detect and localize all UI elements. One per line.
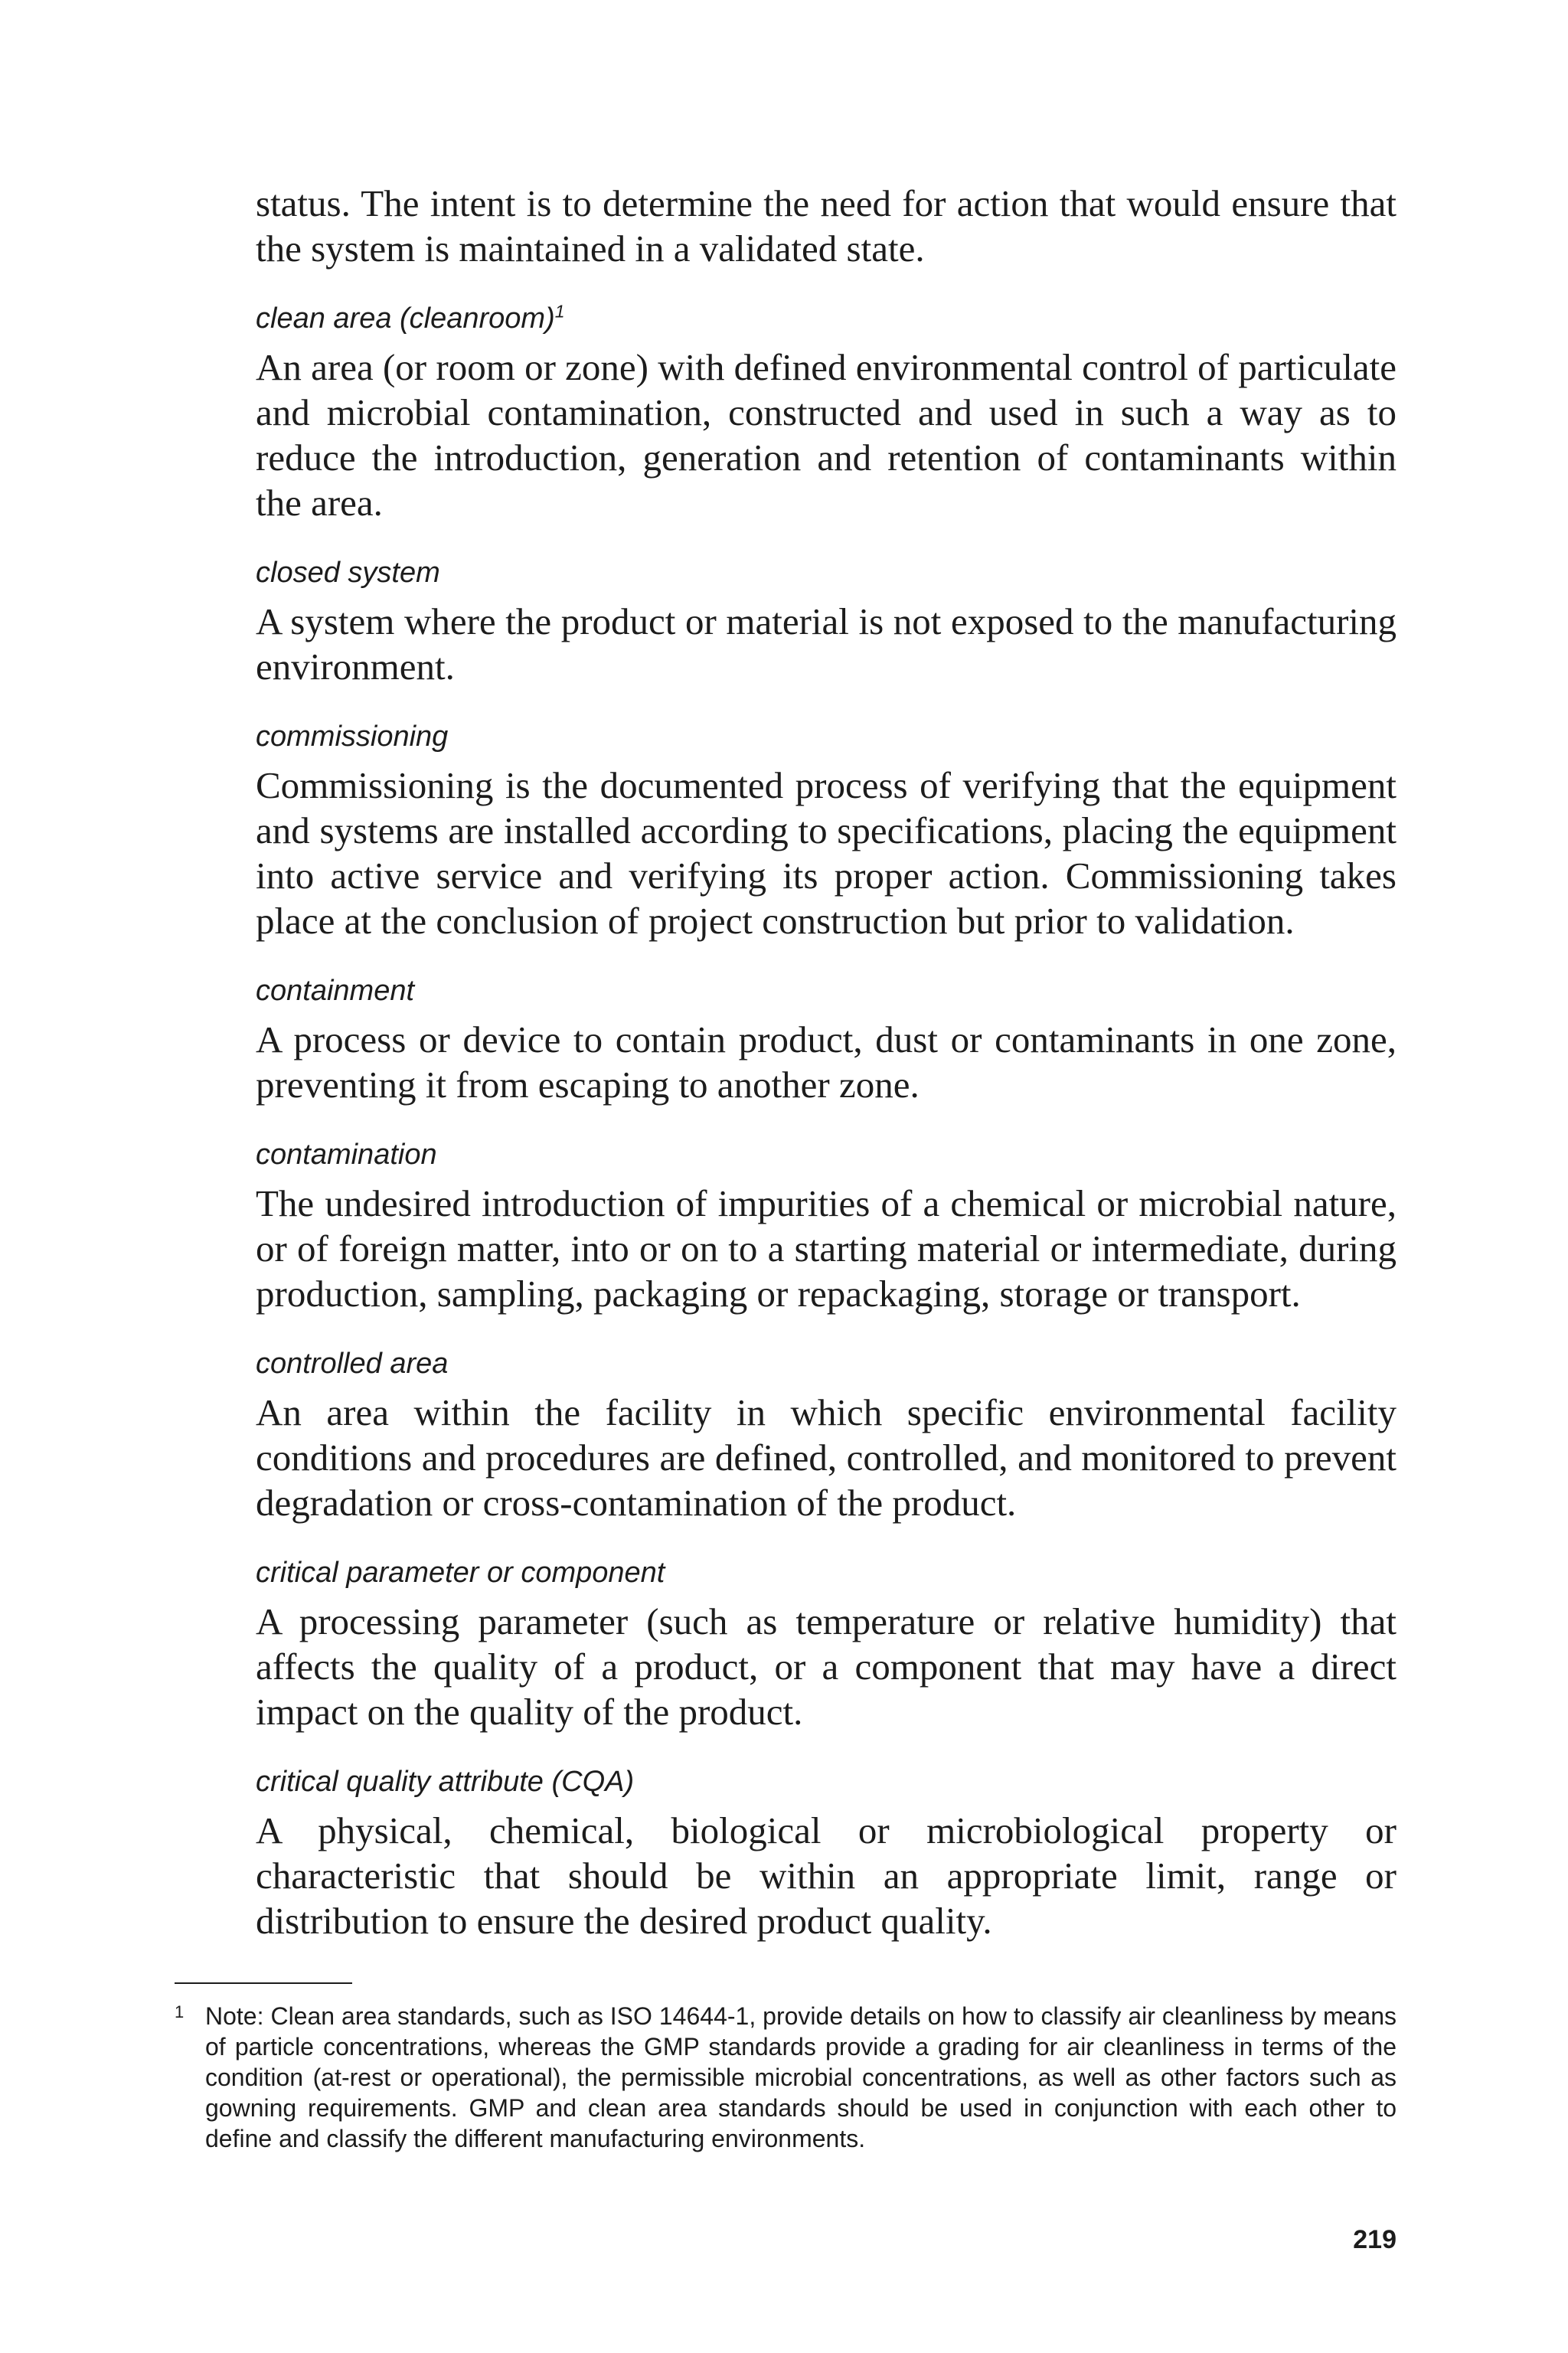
term-heading: contamination	[256, 1139, 437, 1171]
term-definition: The undesired introduction of impurities of a chemical or microbial nature, or of foreign matter, into or on to a starting material or intermediate, during production, sampling, packaging or repackaging, storage or transport.	[256, 1182, 1396, 1315]
term-definition: Commissioning is the documented process of verifying that the equipment and systems are installed according to specifications, placing the equipment into active service and verifying its proper action. Commissioning takes place at the conclusion of project construction but prior to validation.	[256, 764, 1396, 942]
term-heading: critical quality attribute (CQA)	[256, 1766, 635, 1798]
term-heading: closed system	[256, 557, 440, 589]
page-number: 219	[1353, 2225, 1396, 2254]
term-definition: A system where the product or material is not exposed to the manufacturing environment.	[256, 600, 1396, 688]
term-heading: commissioning	[256, 721, 449, 753]
footnote-reference[interactable]: 1	[554, 301, 565, 322]
term-heading	[256, 302, 1396, 335]
glossary-entry-contamination	[256, 1138, 1396, 1316]
glossary-entry-controlled-area	[256, 1347, 1396, 1525]
footnote-separator	[175, 1982, 352, 1984]
glossary-entry-commissioning	[256, 720, 1396, 943]
footnote	[175, 2001, 1396, 2154]
term-heading: containment	[256, 975, 415, 1007]
term-definition: A physical, chemical, biological or microbiological property or characteristic that should be within an appropriate limit, range or distribution to ensure the desired product quality.	[256, 1809, 1396, 1942]
term-definition: A processing parameter (such as temperature or relative humidity) that affects the quality of a product, or a component that may have a direct impact on the quality of the product.	[256, 1600, 1396, 1733]
glossary-entry-clean-area	[256, 302, 1396, 525]
term-heading: controlled area	[256, 1348, 449, 1380]
term-definition: An area within the facility in which specific environmental facility conditions and procedures are defined, controlled, and monitored to prevent degradation or cross-contamination of the product.	[256, 1391, 1396, 1524]
glossary-entry-containment	[256, 974, 1396, 1107]
glossary-entry-critical-quality-attribute	[256, 1765, 1396, 1943]
glossary-entry-closed-system	[256, 556, 1396, 689]
footnote-marker: 1	[175, 2002, 185, 2021]
glossary-content	[256, 181, 1396, 1943]
continuation-paragraph: status. The intent is to determine the need for action that would ensure that the system is maintained in a validated state.	[256, 182, 1396, 270]
glossary-entry-critical-parameter	[256, 1556, 1396, 1734]
term-label: clean area (cleanroom)	[256, 302, 555, 335]
footnote-text: Note: Clean area standards, such as ISO 14644-1, provide details on how to classify air cleanliness by means of particle concentrations, whereas the GMP standards provide a grading for air cleanliness in terms of the condition (at-rest or operational), the permissible microbial concentrations, as well as other factors such as gowning requirements. GMP and clean area standards should be used in conjunction with each other to define and classify the different manufacturing environments.	[205, 2002, 1396, 2152]
term-definition: A process or device to contain product, dust or contaminants in one zone, preventing it from escaping to another zone.	[256, 1018, 1396, 1106]
term-heading: critical parameter or component	[256, 1557, 665, 1589]
term-definition: An area (or room or zone) with defined environmental control of particulate and microbial contamination, constructed and used in such a way as to reduce the introduction, generation and retention of contaminants within the area.	[256, 346, 1396, 524]
